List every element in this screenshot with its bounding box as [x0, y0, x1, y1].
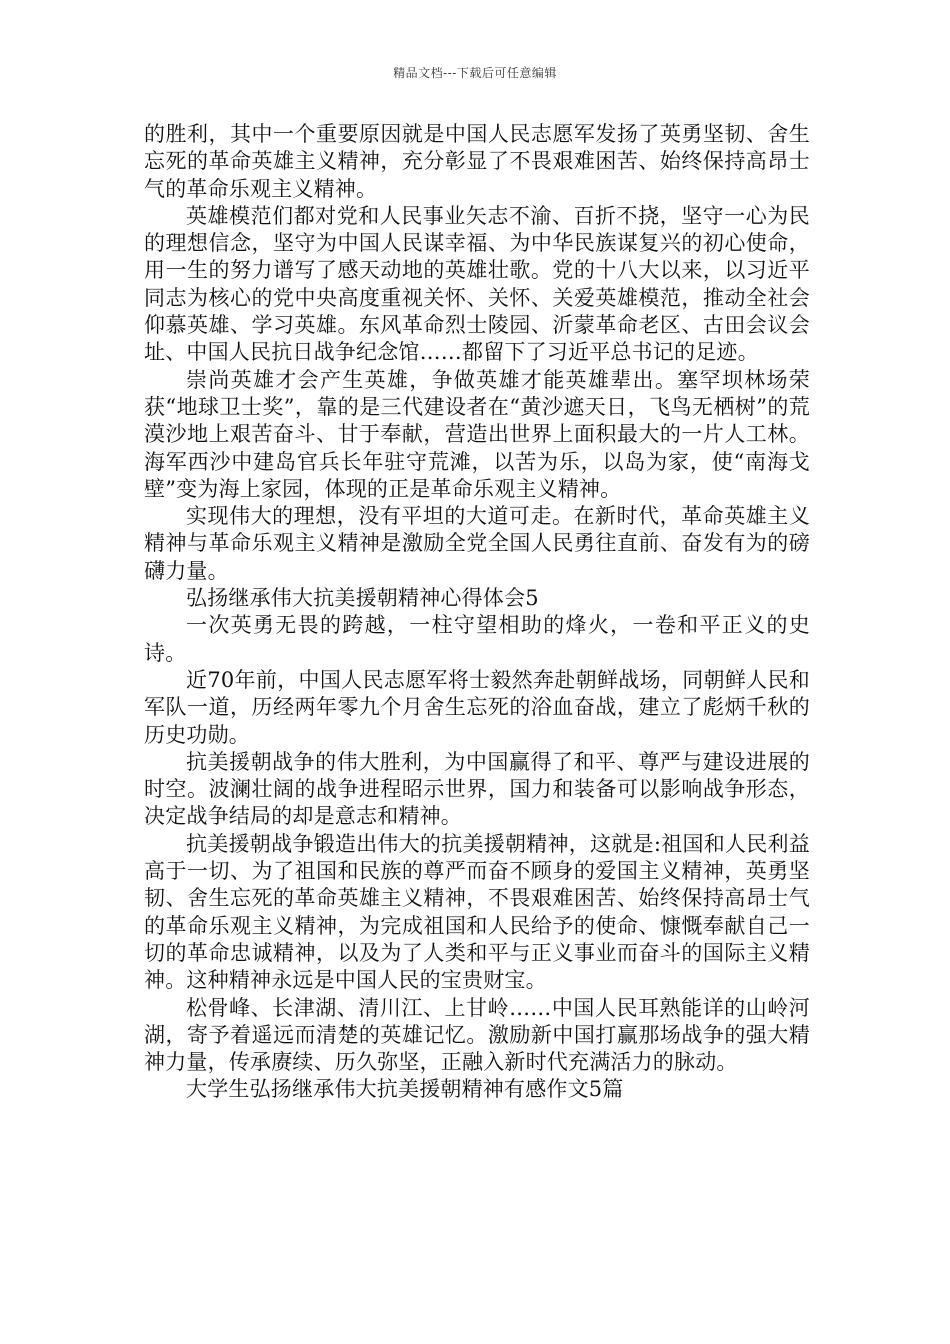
- page-header: 精品文档---下载后可任意编辑: [393, 66, 557, 80]
- paragraph: 的胜利，其中一个重要原因就是中国人民志愿军发扬了英勇坚韧、舍生忘死的革命英雄主义精神，充分彰显了不畏艰难困苦、始终保持高昂士气的革命乐观主义精神。: [144, 122, 810, 201]
- paragraph: 实现伟大的理想，没有平坦的大道可走。在新时代，革命英雄主义精神与革命乐观主义精神是激励全党全国人民勇往直前、奋发有为的磅礴力量。: [144, 504, 810, 583]
- paragraph: 一次英勇无畏的跨越，一柱守望相助的烽火，一卷和平正义的史诗。: [144, 613, 810, 665]
- section-heading: 弘扬继承伟大抗美援朝精神心得体会5: [186, 586, 539, 611]
- paragraph: 松骨峰、长津湖、清川江、上甘岭……中国人民耳熟能详的山岭河湖，寄予着遥远而清楚的英雄记忆。激励新中国打赢那场战争的强大精神力量，传承赓续、历久弥坚，正融入新时代充满活力的脉动。: [144, 995, 810, 1075]
- paragraph: 近70年前，中国人民志愿军将士毅然奔赴朝鲜战场，同朝鲜人民和军队一道，历经两年零九个月舍生忘死的浴血奋战，建立了彪炳千秋的历史功勋。: [144, 667, 810, 747]
- paragraph: 抗美援朝战争的伟大胜利，为中国赢得了和平、尊严与建设进展的时空。波澜壮阔的战争进程昭示世界，国力和装备可以影响战争形态，决定战争结局的却是意志和精神。: [144, 749, 810, 829]
- paragraph: 英雄模范们都对党和人民事业矢志不渝、百折不挠，坚守一心为民的理想信念，坚守为中国人民谋幸福、为中华民族谋复兴的初心使命，用一生的努力谱写了感天动地的英雄壮歌。党的十八大以来，以习近平同志为核心的党中央高度重视关怀、关怀、关爱英雄模范，推动全社会仰慕英雄、学习英雄。东风革命烈士陵园、沂蒙革命老区、古田会议会址、中国人民抗日战争纪念馆……都留下了习近平总书记的足迹。: [144, 203, 810, 365]
- document-title-footer: 大学生弘扬继承伟大抗美援朝精神有感作文5篇: [186, 1077, 624, 1102]
- paragraph: 抗美援朝战争锻造出伟大的抗美援朝精神，这就是:祖国和人民利益高于一切、为了祖国和民族的尊严而奋不顾身的爱国主义精神，英勇坚韧、舍生忘死的革命英雄主义精神，不畏艰难困苦、始终保持高昂士气的革命乐观主义精神，为完成祖国和人民给予的使命、慷慨奉献自己一切的革命忠诚精神，以及为了人类和平与正义事业而奋斗的国际主义精神。这种精神永远是中国人民的宝贵财宝。: [144, 831, 810, 993]
- document-body: [144, 121, 810, 1104]
- paragraph: 崇尚英雄才会产生英雄，争做英雄才能英雄辈出。塞罕坝林场荣获“地球卫士奖”，靠的是三代建设者在“黄沙遮天日，飞鸟无栖树”的荒漠沙地上艰苦奋斗、甘于奉献，营造出世界上面积最大的一片人工林。海军西沙中建岛官兵长年驻守荒滩，以苦为乐，以岛为家，使“南海戈壁”变为海上家园，体现的正是革命乐观主义精神。: [144, 367, 810, 501]
